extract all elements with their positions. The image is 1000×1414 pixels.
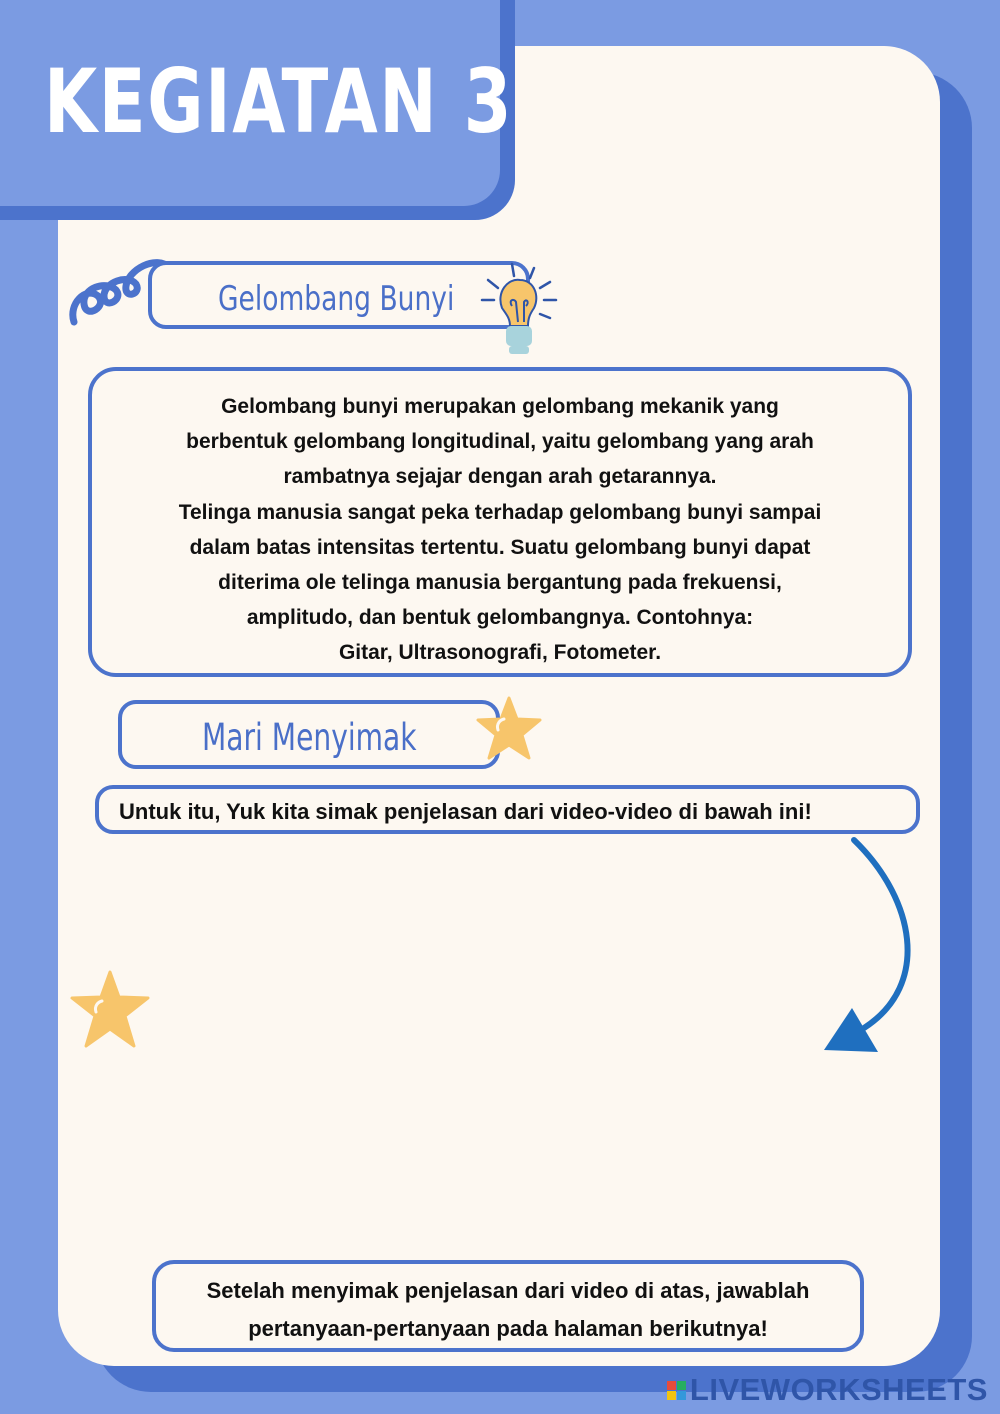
heading-mari-menyimak <box>118 700 500 769</box>
footer-note-text <box>156 1272 860 1348</box>
footer-note-line: pertanyaan-pertanyaan pada halaman berikutnya! <box>248 1316 768 1341</box>
star-icon <box>474 694 544 764</box>
curved-arrow-icon <box>816 834 931 1059</box>
section-heading: Mari Menyimak <box>202 716 417 759</box>
description-line: diterima ole telinga manusia bergantung pada frekuensi, <box>218 571 782 595</box>
footer-note-line: Setelah menyimak penjelasan dari video di atas, jawablah <box>206 1278 810 1303</box>
description-line: amplitudo, dan bentuk gelombangnya. Contohnya: <box>246 606 754 630</box>
description-line: berbentuk gelombang longitudinal, yaitu gelombang yang arah <box>186 430 814 454</box>
description-line: rambatnya sejajar dengan arah getarannya. <box>283 465 717 489</box>
description-line: dalam batas intensitas tertentu. Suatu gelombang bunyi dapat <box>189 535 811 559</box>
description-line: Gitar, Ultrasonografi, Fotometer. <box>338 641 662 665</box>
liveworksheets-logo-icon <box>667 1381 686 1400</box>
lightbulb-icon <box>478 262 573 367</box>
description-line: Gelombang bunyi merupakan gelombang mekanik yang <box>221 395 779 418</box>
footer-note-box <box>152 1260 864 1352</box>
section-heading: Gelombang Bunyi <box>218 279 455 319</box>
liveworksheets-watermark <box>667 1372 988 1408</box>
star-icon <box>66 966 154 1054</box>
watermark-text: LIVEWORKSHEETS <box>689 1372 988 1407</box>
description-box <box>88 367 912 677</box>
title-tab <box>0 0 515 220</box>
instruction-text: Untuk itu, Yuk kita simak penjelasan dari video-video di bawah ini! <box>119 799 812 824</box>
title-inner <box>0 0 514 206</box>
heading-gelombang-bunyi <box>148 261 530 329</box>
page-title: KEGIATAN 3 <box>44 49 514 153</box>
description-line: Telinga manusia sangat peka terhadap gelombang bunyi sampai <box>178 500 822 524</box>
description-text <box>92 389 908 671</box>
instruction-box <box>95 785 920 834</box>
